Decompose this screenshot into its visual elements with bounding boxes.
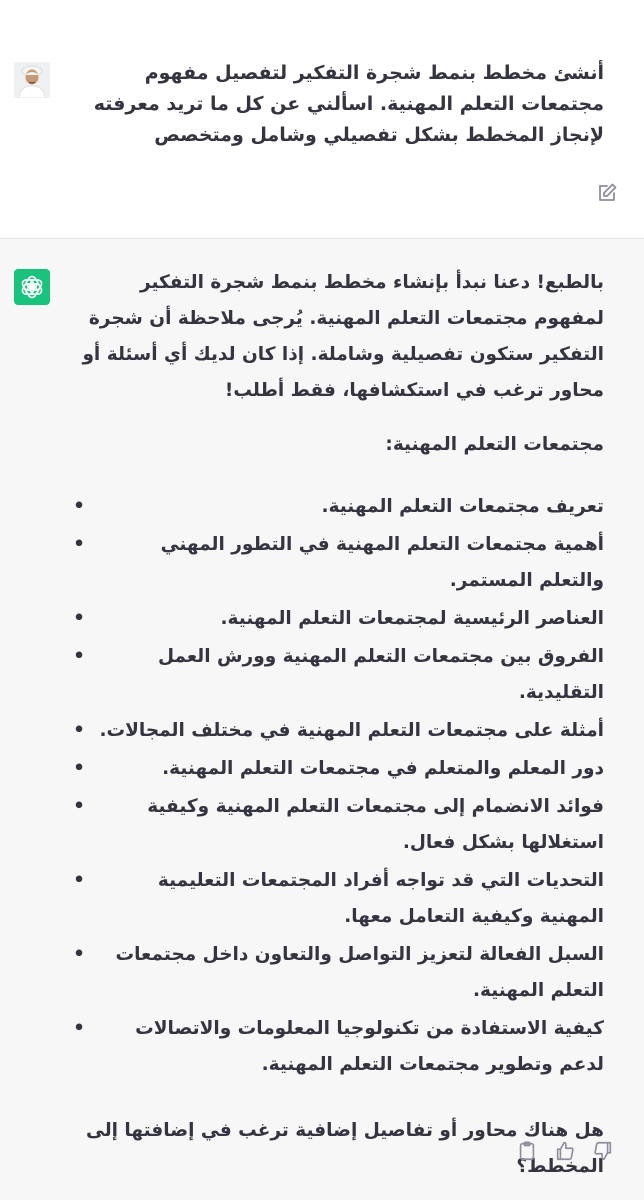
list-item: • الفروق بين مجتمعات التعلم المهنية وورش العمل التقليدية.	[70, 639, 604, 711]
assistant-heading: مجتمعات التعلم المهنية:	[385, 434, 604, 455]
bullet: •	[73, 608, 85, 629]
list-item: • أهمية مجتمعات التعلم المهنية في التطور المهني والتعلم المستمر.	[70, 527, 604, 599]
list-item: • السبل الفعالة لتعزيز التواصل والتعاون داخل مجتمعات التعلم المهنية.	[70, 937, 604, 1009]
list-item: • أمثلة على مجتمعات التعلم المهنية في مختلف المجالات.	[70, 713, 604, 749]
user-message-text: أنشئ مخطط بنمط شجرة التفكير لتفصيل مفهوم مجتمعات التعلم المهنية. اسألني عن كل ما تريد معرفته لإنجاز المخطط بشكل تفصيلي وشامل ومتخصص	[93, 62, 604, 146]
bullet: •	[73, 758, 85, 779]
bullet: •	[73, 646, 85, 667]
bullet: •	[73, 944, 85, 965]
clipboard-icon[interactable]	[516, 1140, 538, 1162]
openai-logo-icon	[14, 269, 50, 305]
list-item: • التحديات التي قد تواجه أفراد المجتمعات التعليمية المهنية وكيفية التعامل معها.	[70, 863, 604, 935]
bullet: •	[73, 720, 85, 741]
bullet: •	[73, 496, 85, 517]
bullet: •	[73, 870, 85, 891]
thumbs-up-icon[interactable]	[554, 1140, 576, 1162]
assistant-message-content	[70, 265, 604, 1200]
points-list	[70, 489, 604, 1083]
assistant-intro: بالطبع! دعنا نبدأ بإنشاء مخطط بنمط شجرة التفكير لمفهوم مجتمعات التعلم المهنية. يُرجى ملاحظة أن شجرة التفكير ستكون تفصيلية وشاملة. إذا كان لديك أي أسئلة أو محاور ترغب في استكشافها، فقط أطلب!	[82, 272, 604, 401]
edit-icon[interactable]	[596, 180, 620, 204]
list-item: • فوائد الانضمام إلى مجتمعات التعلم المهنية وكيفية استغلالها بشكل فعال.	[70, 789, 604, 861]
list-item: • كيفية الاستفادة من تكنولوجيا المعلومات والاتصالات لدعم وتطوير مجتمعات التعلم المهنية.	[70, 1011, 604, 1083]
bullet: •	[73, 1018, 85, 1039]
user-message	[0, 0, 644, 238]
assistant-closing: هل هناك محاور أو تفاصيل إضافية ترغب في إضافتها إلى المخطط؟	[85, 1120, 604, 1177]
assistant-message	[0, 239, 644, 1200]
user-avatar	[14, 62, 50, 98]
list-item: • تعريف مجتمعات التعلم المهنية.	[70, 489, 604, 525]
list-item: • العناصر الرئيسية لمجتمعات التعلم المهنية.	[70, 601, 604, 637]
bullet: •	[73, 796, 85, 817]
bullet: •	[73, 534, 85, 555]
list-item: • دور المعلم والمتعلم في مجتمعات التعلم المهنية.	[70, 751, 604, 787]
thumbs-down-icon[interactable]	[592, 1140, 614, 1162]
message-actions	[516, 1140, 626, 1168]
